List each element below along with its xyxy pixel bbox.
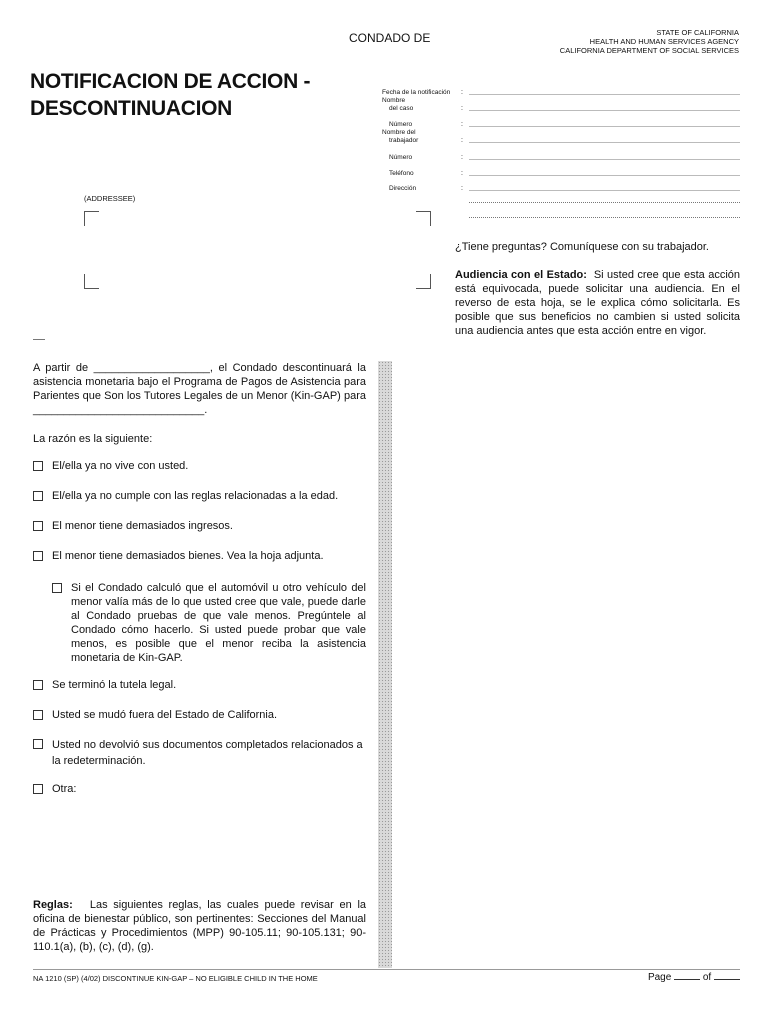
title-line-1: NOTIFICACION DE ACCION - (30, 70, 311, 93)
shaded-divider-bar (378, 361, 392, 968)
audiencia-text: Si usted cree que esta acción está equivocada, puede solicitar una audiencia. En el reverso de esta hoja, se le explica cómo solicitarla. Es posible que sus beneficios no cambien si usted solicita una audiencia antes que esta acción entre en vigor. (455, 269, 740, 337)
audiencia-paragraph (455, 268, 740, 338)
reglas-text: Las siguientes reglas, las cuales puede revisar en la oficina de bienestar público, son pertinentes: Secciones del Manual de Prácticas y Procedimientos (MPP) 90-105.11; 90-105.131; 90-110.1(a), (b), (c), (d), (g). (33, 899, 367, 953)
reglas-paragraph (33, 898, 366, 954)
intro-paragraph: A partir de ___________________, el Condado descontinuará la asistencia monetaria bajo el Programa de Pagos de Asistencia para Parientes que Son los Tutores Legales de un Menor (Kin-GAP) para ____________________________. (33, 362, 366, 416)
form-id: NA 1210 (SP) (4/02) DISCONTINUE KIN-GAP – NO ELIGIBLE CHILD IN THE HOME (33, 974, 318, 983)
field-fecha[interactable]: Fecha de la notificación : (382, 83, 740, 97)
address-window-corner-br (416, 274, 431, 289)
condado-label: CONDADO DE (349, 31, 431, 45)
address-window-corner-tr (416, 211, 431, 226)
field-fecha-label: Fecha de la notificación (382, 88, 451, 96)
address-window-corner-bl (84, 274, 99, 289)
page-title (30, 68, 310, 122)
option-ingresos[interactable]: El menor tiene demasiados ingresos. (33, 519, 368, 533)
option-bienes[interactable]: El menor tiene demasiados bienes. Vea la hoja adjunta. (33, 549, 368, 563)
option-vehiculo[interactable]: Si el Condado calculó que el automóvil u otro vehículo del menor valía más de lo que usted cree que vale, puede darle al Condado pruebas de que vale menos. Pregúntele al Condado cómo hacerlo. Si usted puede probar que vale menos, es posible que el menor reciba la asistencia monetaria de Kin-GAP. (52, 581, 366, 665)
addressee-label: (ADDRESSEE) (84, 194, 136, 203)
footer-rule (33, 969, 740, 970)
page-label: Page (647, 972, 672, 983)
checkbox-vehiculo[interactable] (52, 583, 62, 593)
field-nombre-caso-label: Nombre del caso (382, 97, 414, 112)
address-window-corner-tl (84, 211, 99, 226)
checkbox-edad[interactable] (33, 491, 43, 501)
field-direccion[interactable]: Dirección : (382, 179, 740, 193)
field-numero-trabajador[interactable]: Número : (382, 148, 740, 162)
field-numero-trabajador-label: Número (389, 153, 413, 161)
option-documentos[interactable]: Usted no devolvió sus documentos completados relacionados a la redeterminación. (33, 737, 368, 769)
questions-text: ¿Tiene preguntas? Comuníquese con su trabajador. (455, 241, 709, 253)
fold-mark (33, 339, 45, 340)
checkbox-bienes[interactable] (33, 551, 43, 561)
field-nombre-trabajador-label: Nombre del trabajador (382, 129, 419, 144)
page-number-field[interactable] (674, 970, 700, 980)
reglas-label: Reglas: (33, 899, 73, 911)
page-counter (648, 970, 740, 983)
field-direccion-label: Dirección (389, 184, 417, 192)
checkbox-otra[interactable] (33, 784, 43, 794)
checkbox-ingresos[interactable] (33, 521, 43, 531)
option-tutela[interactable]: Se terminó la tutela legal. (33, 678, 368, 692)
field-direccion-line-2[interactable] (469, 202, 740, 203)
checkbox-no-vive[interactable] (33, 461, 43, 471)
option-otra[interactable]: Otra: (33, 782, 368, 796)
field-nombre-caso[interactable]: Nombre del caso : (382, 98, 740, 113)
agency-line-hhs: HEALTH AND HUMAN SERVICES AGENCY (589, 37, 739, 46)
option-edad[interactable]: El/ella ya no cumple con las reglas relacionadas a la edad. (33, 489, 368, 503)
checkbox-documentos[interactable] (33, 739, 43, 749)
audiencia-label: Audiencia con el Estado: (455, 269, 587, 281)
field-numero-caso[interactable]: Número : (382, 115, 740, 129)
field-telefono[interactable]: Teléfono : (382, 164, 740, 178)
agency-line-cdss: CALIFORNIA DEPARTMENT OF SOCIAL SERVICES (559, 46, 739, 55)
page-total-field[interactable] (714, 970, 740, 980)
agency-line-state: STATE OF CALIFORNIA (656, 28, 739, 37)
reason-label: La razón es la siguiente: (33, 433, 153, 445)
title-line-2: DESCONTINUACION (30, 97, 233, 120)
option-mudo[interactable]: Usted se mudó fuera del Estado de California. (33, 708, 368, 722)
field-numero-caso-label: Número (389, 120, 413, 128)
field-nombre-trabajador[interactable]: Nombre del trabajador : (382, 129, 740, 145)
checkbox-mudo[interactable] (33, 710, 43, 720)
option-no-vive[interactable]: El/ella ya no vive con usted. (33, 459, 368, 473)
field-telefono-label: Teléfono (389, 169, 414, 177)
checkbox-tutela[interactable] (33, 680, 43, 690)
of-label: of (702, 972, 712, 983)
field-direccion-line-3[interactable] (469, 217, 740, 218)
agency-block (560, 28, 739, 55)
